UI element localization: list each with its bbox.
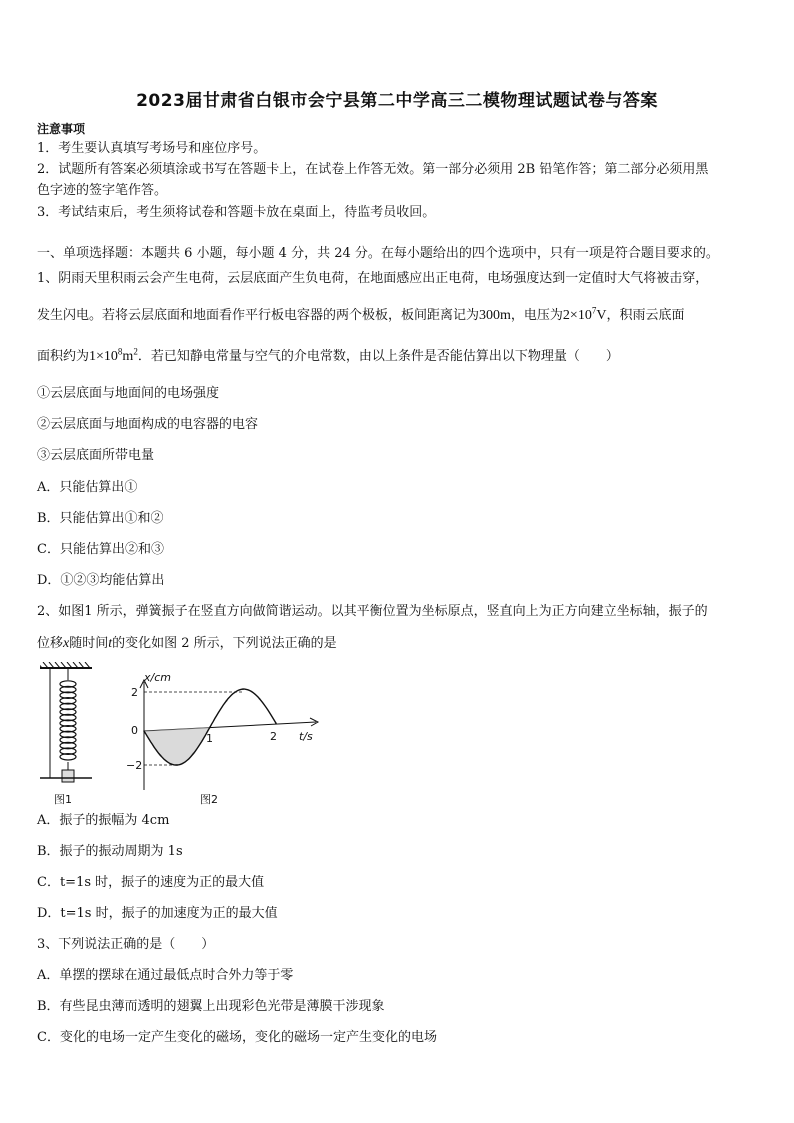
q2-line-1: 2、如图1 所示，弹簧振子在竖直方向做简谐运动。以其平衡位置为坐标原点，竖直向上为正方向建立坐标轴，振子的: [37, 604, 708, 619]
data-point: [209, 726, 211, 728]
fig2-label: 图2: [200, 793, 218, 806]
oscillator-block: [62, 770, 74, 782]
q2-option-d: D．t=1s 时，振子的加速度为正的最大值: [37, 906, 278, 921]
data-point: [275, 722, 277, 724]
q3-stem: 3、下列说法正确的是（ ）: [37, 937, 215, 952]
data-point: [143, 730, 145, 732]
q1-voltage: $2\times 10^7V$: [562, 305, 607, 323]
data-point: [193, 753, 195, 755]
q1-option-c: C．只能估算出②和③: [37, 542, 164, 557]
notice-item-3: 3．考试结束后，考生须将试卷和答题卡放在桌面上，待监考员收回。: [37, 205, 436, 220]
x-tick-1: 1: [206, 732, 213, 745]
q2-figure-svg: [40, 662, 330, 812]
q1-option-d: D．①②③均能估算出: [37, 573, 165, 588]
q1-line-3: 面积约为$1\times 10^8m^2$．若已知静电常量与空气的介电常数，由以上条件是否能估算出以下物理量（ ）: [37, 346, 619, 364]
q3-option-b: B．有些昆虫薄而透明的翅翼上出现彩色光带是薄膜干涉现象: [37, 999, 385, 1014]
spring-coils: [60, 681, 76, 760]
q1-line-1: 1、阴雨天里积雨云会产生电荷，云层底面产生负电荷，在地面感应出正电荷，电场强度达到一定值时大气将被击穿，: [37, 271, 709, 286]
fig1-label: 图1: [54, 793, 72, 806]
q1-item-1: ①云层底面与地面间的电场强度: [37, 386, 220, 401]
q2-option-b: B．振子的振动周期为 1s: [37, 844, 183, 859]
x-axis-label: t/s: [299, 730, 313, 743]
q1-option-a: A．只能估算出①: [37, 480, 138, 495]
q1-option-b: B．只能估算出①和②: [37, 511, 164, 526]
data-point: [226, 700, 228, 702]
q3-option-a: A．单摆的摆球在通过最低点时合外力等于零: [37, 968, 294, 983]
q1-line-2: 发生闪电。若将云层底面和地面看作平行板电容器的两个极板，板间距离记为300m，电压为$2\times 10^7V$，积雨云底面: [37, 305, 685, 323]
data-point: [176, 764, 178, 766]
notice-item-1: 1．考生要认真填写考场号和座位序号。: [37, 141, 267, 156]
notice-item-2: 2．试题所有答案必须填涂或书写在答题卡上，在试卷上作答无效。第一部分必须用 2B 铅笔作答；第二部分必须用黑: [37, 162, 709, 177]
data-point: [259, 698, 261, 700]
q2-option-a: A．振子的振幅为 4cm: [37, 813, 170, 828]
graph-x-t: [126, 671, 318, 806]
y-tick-0: 0: [131, 724, 138, 737]
q1-distance: 300m: [479, 308, 511, 323]
data-point: [160, 755, 162, 757]
q1-item-2: ②云层底面与地面构成的电容器的电容: [37, 417, 259, 432]
notice-item-2-cont: 色字迹的签字笔作答。: [37, 183, 168, 198]
x-tick-2: 2: [270, 730, 277, 743]
q2-figure: [40, 662, 330, 812]
page-title: 2023届甘肃省白银市会宁县第二中学高三二模物理试题试卷与答案: [136, 91, 658, 111]
q1-area: $1\times 10^8m^2$: [89, 346, 138, 364]
q1-item-3: ③云层底面所带电量: [37, 448, 155, 463]
y-tick-2: 2: [131, 686, 138, 699]
q3-option-c: C．变化的电场一定产生变化的磁场，变化的磁场一定产生变化的电场: [37, 1030, 437, 1045]
spring-oscillator-drawing: [40, 662, 92, 806]
y-axis-label: x/cm: [144, 671, 171, 684]
data-point: [242, 688, 244, 690]
y-tick-neg2: −2: [126, 759, 143, 772]
section-1-heading: 一、单项选择题：本题共 6 小题，每小题 4 分，共 24 分。在每小题给出的四个选项中，只有一项是符合题目要求的。: [37, 246, 719, 261]
q2-line-2: 位移x随时间t的变化如图 2 所示，下列说法正确的是: [37, 636, 337, 651]
q2-option-c: C．t=1s 时，振子的速度为正的最大值: [37, 875, 265, 890]
notice-heading: 注意事项: [37, 122, 86, 136]
